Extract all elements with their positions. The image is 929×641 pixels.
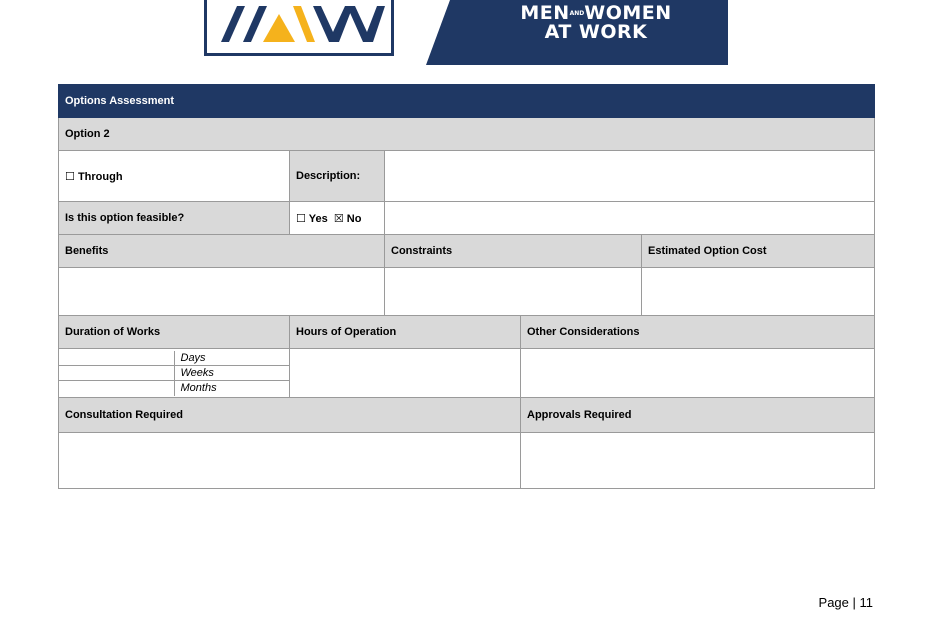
maw-logo-icon (207, 0, 397, 56)
consultation-field[interactable] (59, 433, 521, 489)
consultation-label: Consultation Required (59, 398, 521, 433)
duration-fields (59, 349, 290, 398)
constraints-field[interactable] (385, 268, 642, 316)
benefits-field[interactable] (59, 268, 385, 316)
cost-field[interactable] (642, 268, 875, 316)
feasible-notes-field[interactable] (385, 202, 875, 235)
hours-label: Hours of Operation (290, 316, 521, 349)
through-label: Through (77, 170, 123, 183)
form-title: Options Assessment (59, 85, 875, 118)
logo-women: WOMEN (584, 2, 672, 24)
no-label: No (346, 212, 362, 225)
weeks-field[interactable] (59, 366, 174, 381)
description-label: Description: (290, 151, 385, 202)
men-and-women-at-work-logo (426, 0, 728, 65)
through-checkbox[interactable]: ☐ (65, 169, 75, 183)
other-field[interactable] (521, 349, 875, 398)
yes-label: Yes (308, 212, 328, 225)
months-field[interactable] (59, 381, 174, 396)
feasible-options (290, 202, 385, 235)
through-cell (59, 151, 290, 202)
logo-at-work: AT WORK (544, 21, 648, 43)
approvals-label: Approvals Required (521, 398, 875, 433)
days-field[interactable] (59, 351, 174, 366)
days-unit: Days (174, 351, 289, 366)
yes-checkbox[interactable]: ☐ (296, 211, 306, 225)
cost-label: Estimated Option Cost (642, 235, 875, 268)
constraints-label: Constraints (385, 235, 642, 268)
maw-logo (204, 0, 394, 56)
benefits-label: Benefits (59, 235, 385, 268)
approvals-field[interactable] (521, 433, 875, 489)
options-assessment-form (58, 84, 875, 489)
hours-field[interactable] (290, 349, 521, 398)
feasible-label: Is this option feasible? (59, 202, 290, 235)
logo-and: AND (569, 10, 585, 17)
description-field[interactable] (385, 151, 875, 202)
other-label: Other Considerations (521, 316, 875, 349)
no-checkbox[interactable]: ☒ (333, 211, 344, 225)
logo-men: MEN (520, 2, 570, 24)
option-label: Option 2 (59, 118, 875, 151)
duration-label: Duration of Works (59, 316, 290, 349)
months-unit: Months (174, 381, 289, 396)
logo-wordmark (486, 4, 706, 42)
weeks-unit: Weeks (174, 366, 289, 381)
duration-table (59, 351, 289, 396)
page-number: Page | 11 (818, 595, 873, 610)
